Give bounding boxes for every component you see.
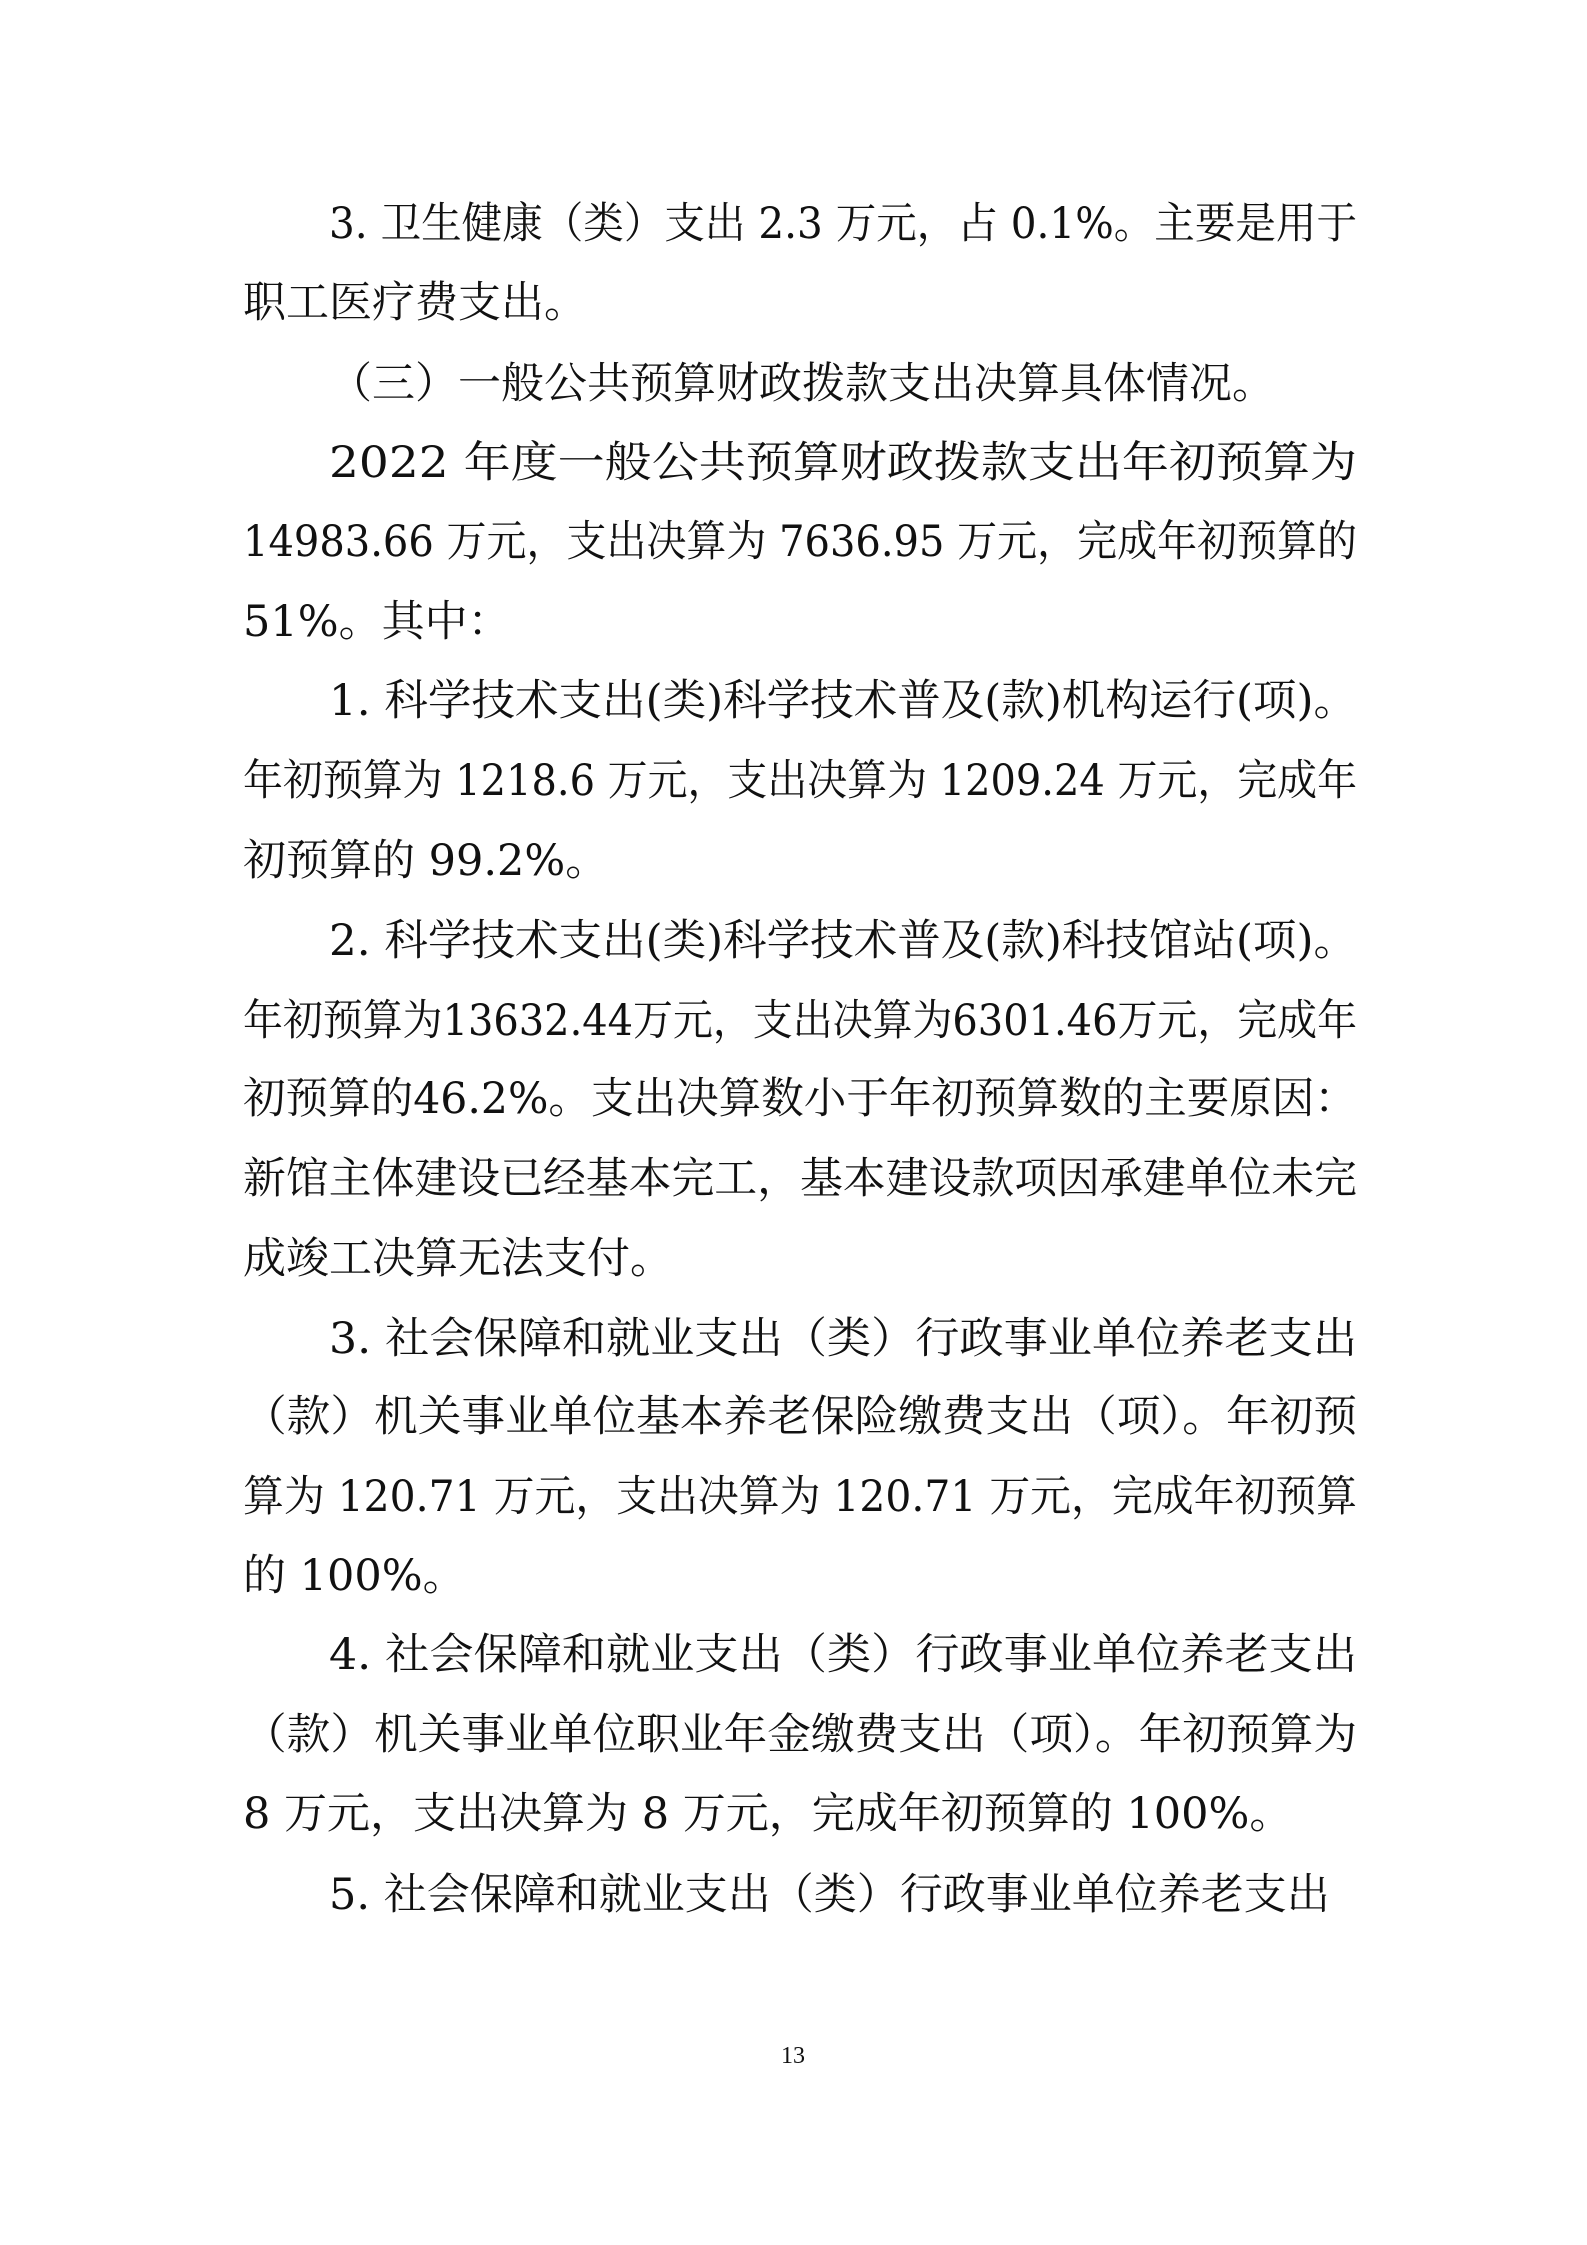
paragraph-line: 3. 卫生健康（类）支出 2.3 万元，占 0.1%。主要是用于 xyxy=(329,199,1357,250)
paragraph-line: 初预算的 99.2%。 xyxy=(243,836,609,887)
paragraph-line: 算为 120.71 万元，支出决算为 120.71 万元，完成年初预算 xyxy=(243,1472,1357,1523)
paragraph-line: （款）机关事业单位基本养老保险缴费支出（项）。年初预 xyxy=(243,1392,1357,1443)
paragraph-line: 初预算的46.2%。支出决算数小于年初预算数的主要原因： xyxy=(243,1074,1357,1125)
paragraph-line: 年初预算为13632.44万元，支出决算为6301.46万元，完成年 xyxy=(243,996,1357,1047)
paragraph-line: 成竣工决算无法支付。 xyxy=(243,1234,673,1285)
paragraph-line: 新馆主体建设已经基本完工，基本建设款项因承建单位未完 xyxy=(243,1154,1357,1205)
paragraph-line: 的 100%。 xyxy=(243,1551,466,1602)
paragraph-line: 年初预算为 1218.6 万元，支出决算为 1209.24 万元，完成年 xyxy=(243,756,1357,807)
paragraph-line: 1. 科学技术支出(类)科学技术普及(款)机构运行(项)。 xyxy=(329,676,1357,727)
paragraph-line: 51%。其中： xyxy=(243,597,511,648)
paragraph-line: 8 万元，支出决算为 8 万元，完成年初预算的 100%。 xyxy=(243,1789,1293,1840)
paragraph-line: （款）机关事业单位职业年金缴费支出（项）。年初预算为 xyxy=(243,1710,1357,1761)
paragraph-line: 2022 年度一般公共预算财政拨款支出年初预算为 xyxy=(329,438,1357,489)
paragraph-line: 5. 社会保障和就业支出（类）行政事业单位养老支出 xyxy=(329,1870,1330,1921)
paragraph-line: 4. 社会保障和就业支出（类）行政事业单位养老支出 xyxy=(329,1630,1357,1681)
paragraph-line: 2. 科学技术支出(类)科学技术普及(款)科技馆站(项)。 xyxy=(329,916,1357,967)
paragraph-line: 职工医疗费支出。 xyxy=(243,278,587,329)
section-heading-line: （三）一般公共预算财政拨款支出决算具体情况。 xyxy=(329,359,1275,410)
page-number: 13 xyxy=(781,2043,805,2069)
paragraph-line: 3. 社会保障和就业支出（类）行政事业单位养老支出 xyxy=(329,1314,1357,1365)
paragraph-line: 14983.66 万元，支出决算为 7636.95 万元，完成年初预算的 xyxy=(243,517,1357,568)
